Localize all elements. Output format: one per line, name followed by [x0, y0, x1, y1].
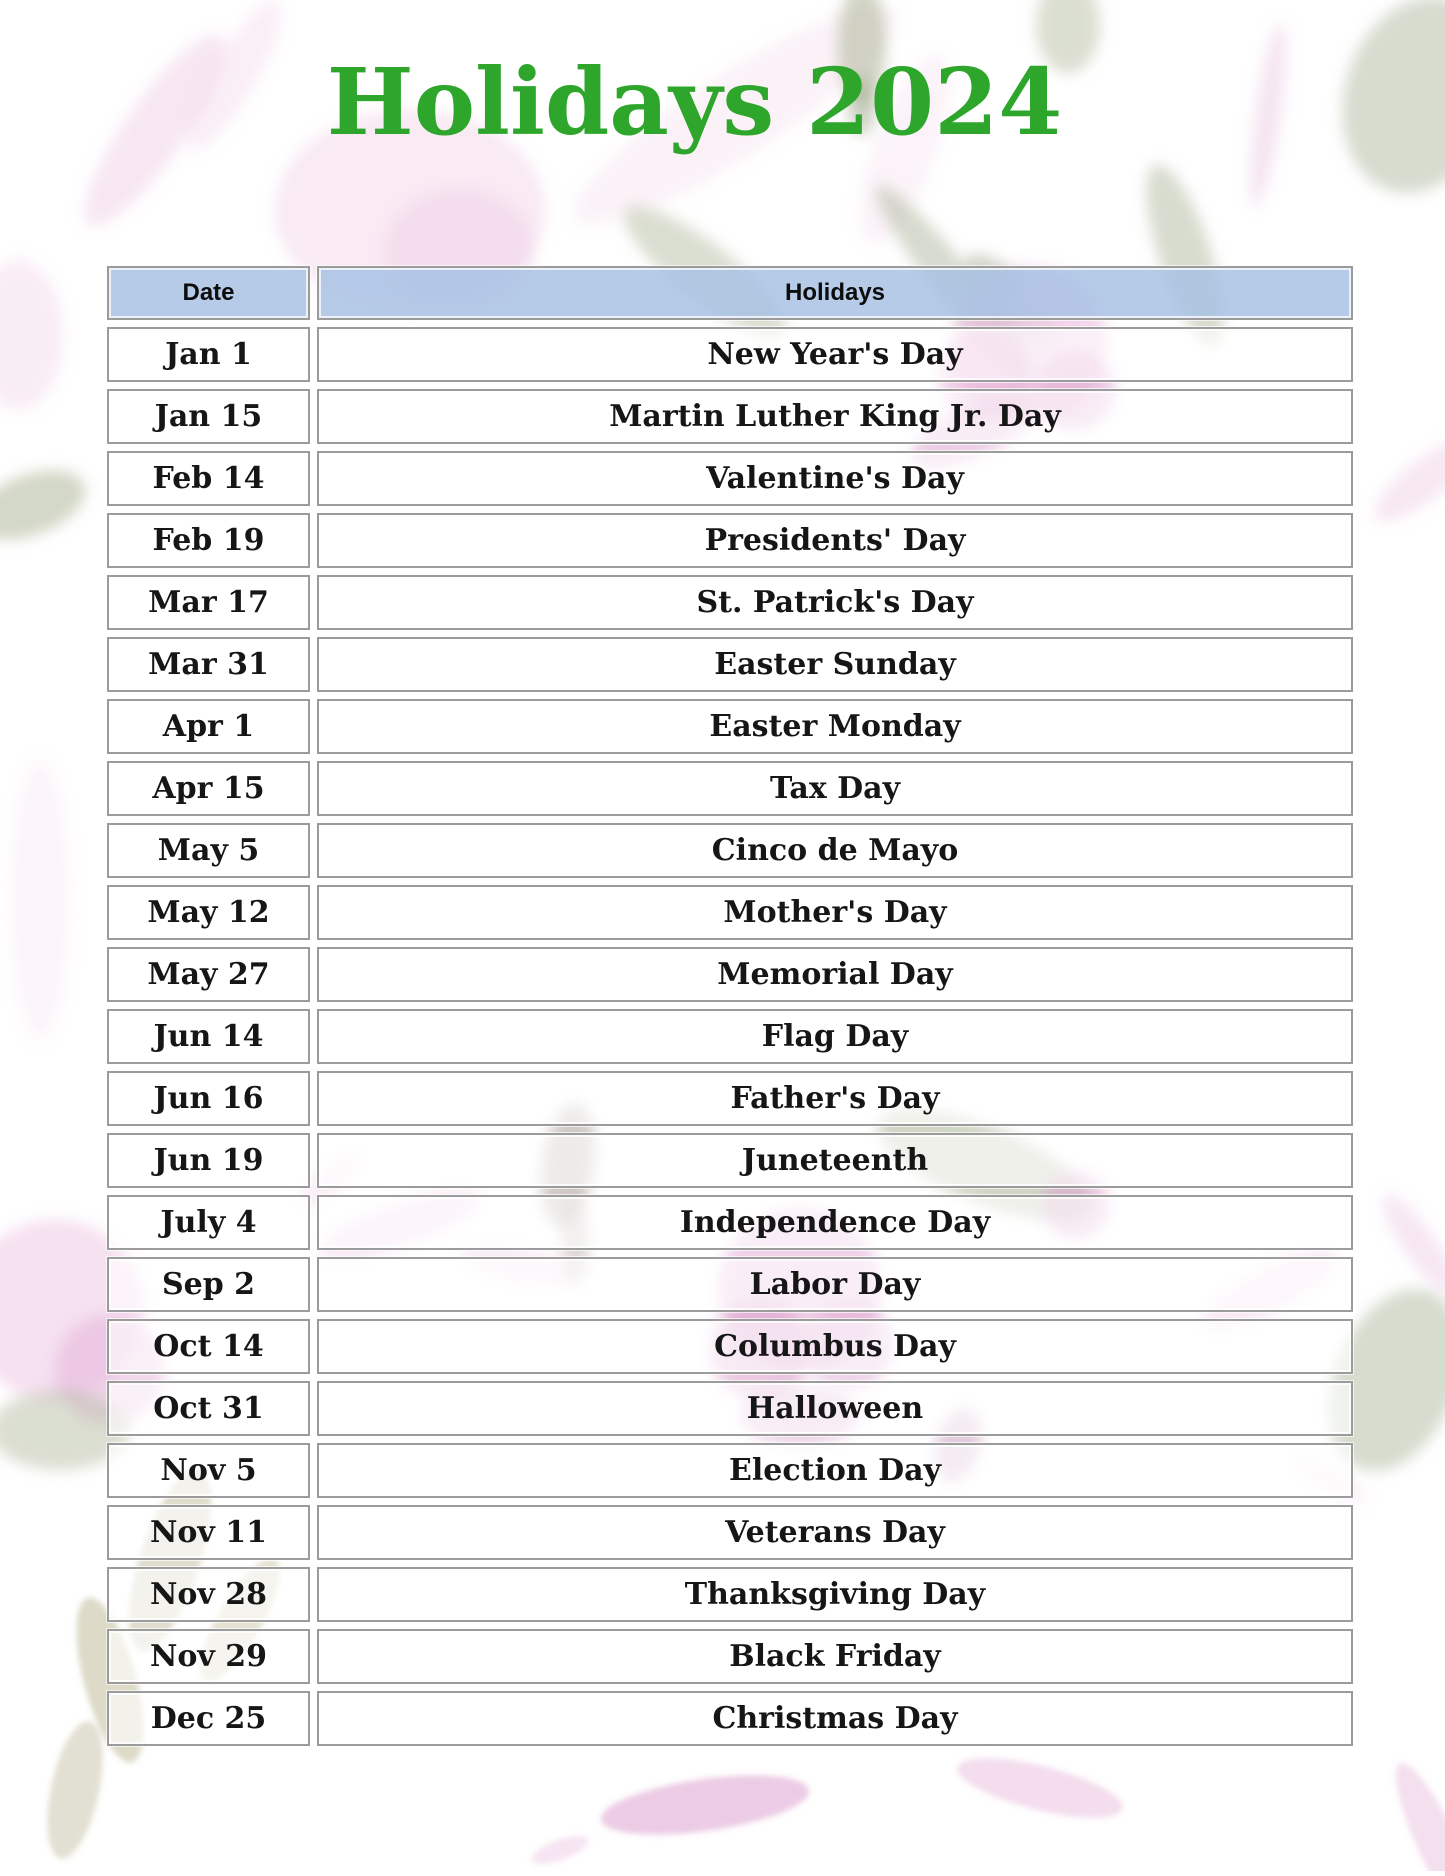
table-row — [107, 327, 1353, 382]
table-row — [107, 1381, 1353, 1436]
date-cell: Nov 29 — [107, 1629, 310, 1684]
date-cell: May 27 — [107, 947, 310, 1002]
date-cell: Mar 17 — [107, 575, 310, 630]
date-cell: Sep 2 — [107, 1257, 310, 1312]
holiday-cell: New Year's Day — [317, 327, 1353, 382]
date-cell: Mar 31 — [107, 637, 310, 692]
table-row — [107, 947, 1353, 1002]
column-header-date: Date — [107, 266, 310, 320]
table-header-row — [107, 266, 1353, 320]
holiday-cell: Flag Day — [317, 1009, 1353, 1064]
table-row — [107, 1195, 1353, 1250]
table-row — [107, 451, 1353, 506]
holiday-cell: Tax Day — [317, 761, 1353, 816]
table-row — [107, 1505, 1353, 1560]
table-row — [107, 1319, 1353, 1374]
date-cell: Nov 11 — [107, 1505, 310, 1560]
date-cell: July 4 — [107, 1195, 310, 1250]
date-cell: Jan 15 — [107, 389, 310, 444]
date-cell: Nov 28 — [107, 1567, 310, 1622]
holidays-table — [107, 266, 1353, 1753]
date-cell: May 12 — [107, 885, 310, 940]
holiday-cell: Easter Monday — [317, 699, 1353, 754]
holiday-cell: St. Patrick's Day — [317, 575, 1353, 630]
table-row — [107, 575, 1353, 630]
holiday-cell: Valentine's Day — [317, 451, 1353, 506]
date-cell: Nov 5 — [107, 1443, 310, 1498]
column-header-holidays: Holidays — [317, 266, 1353, 320]
table-row — [107, 761, 1353, 816]
date-cell: Jun 19 — [107, 1133, 310, 1188]
date-cell: Feb 19 — [107, 513, 310, 568]
date-cell: Dec 25 — [107, 1691, 310, 1746]
date-cell: Oct 31 — [107, 1381, 310, 1436]
table-row — [107, 637, 1353, 692]
holiday-cell: Independence Day — [317, 1195, 1353, 1250]
date-cell: May 5 — [107, 823, 310, 878]
table-row — [107, 1133, 1353, 1188]
table-row — [107, 513, 1353, 568]
holiday-cell: Columbus Day — [317, 1319, 1353, 1374]
holiday-cell: Halloween — [317, 1381, 1353, 1436]
table-row — [107, 885, 1353, 940]
holiday-cell: Juneteenth — [317, 1133, 1353, 1188]
holiday-cell: Presidents' Day — [317, 513, 1353, 568]
holiday-cell: Memorial Day — [317, 947, 1353, 1002]
table-row — [107, 1071, 1353, 1126]
table-row — [107, 1443, 1353, 1498]
date-cell: Apr 15 — [107, 761, 310, 816]
date-cell: Jun 14 — [107, 1009, 310, 1064]
holiday-cell: Election Day — [317, 1443, 1353, 1498]
holiday-cell: Father's Day — [317, 1071, 1353, 1126]
table-row — [107, 1691, 1353, 1746]
date-cell: Jun 16 — [107, 1071, 310, 1126]
page-title: Holidays 2024 — [326, 48, 1063, 156]
holiday-cell: Labor Day — [317, 1257, 1353, 1312]
holiday-cell: Mother's Day — [317, 885, 1353, 940]
holiday-cell: Martin Luther King Jr. Day — [317, 389, 1353, 444]
table-row — [107, 1257, 1353, 1312]
date-cell: Oct 14 — [107, 1319, 310, 1374]
table-row — [107, 1009, 1353, 1064]
holiday-cell: Cinco de Mayo — [317, 823, 1353, 878]
table-row — [107, 699, 1353, 754]
date-cell: Apr 1 — [107, 699, 310, 754]
holiday-cell: Christmas Day — [317, 1691, 1353, 1746]
holiday-cell: Veterans Day — [317, 1505, 1353, 1560]
date-cell: Feb 14 — [107, 451, 310, 506]
table-row — [107, 1629, 1353, 1684]
table-row — [107, 1567, 1353, 1622]
date-cell: Jan 1 — [107, 327, 310, 382]
table-row — [107, 389, 1353, 444]
holiday-cell: Thanksgiving Day — [317, 1567, 1353, 1622]
table-row — [107, 823, 1353, 878]
holiday-cell: Black Friday — [317, 1629, 1353, 1684]
holiday-cell: Easter Sunday — [317, 637, 1353, 692]
